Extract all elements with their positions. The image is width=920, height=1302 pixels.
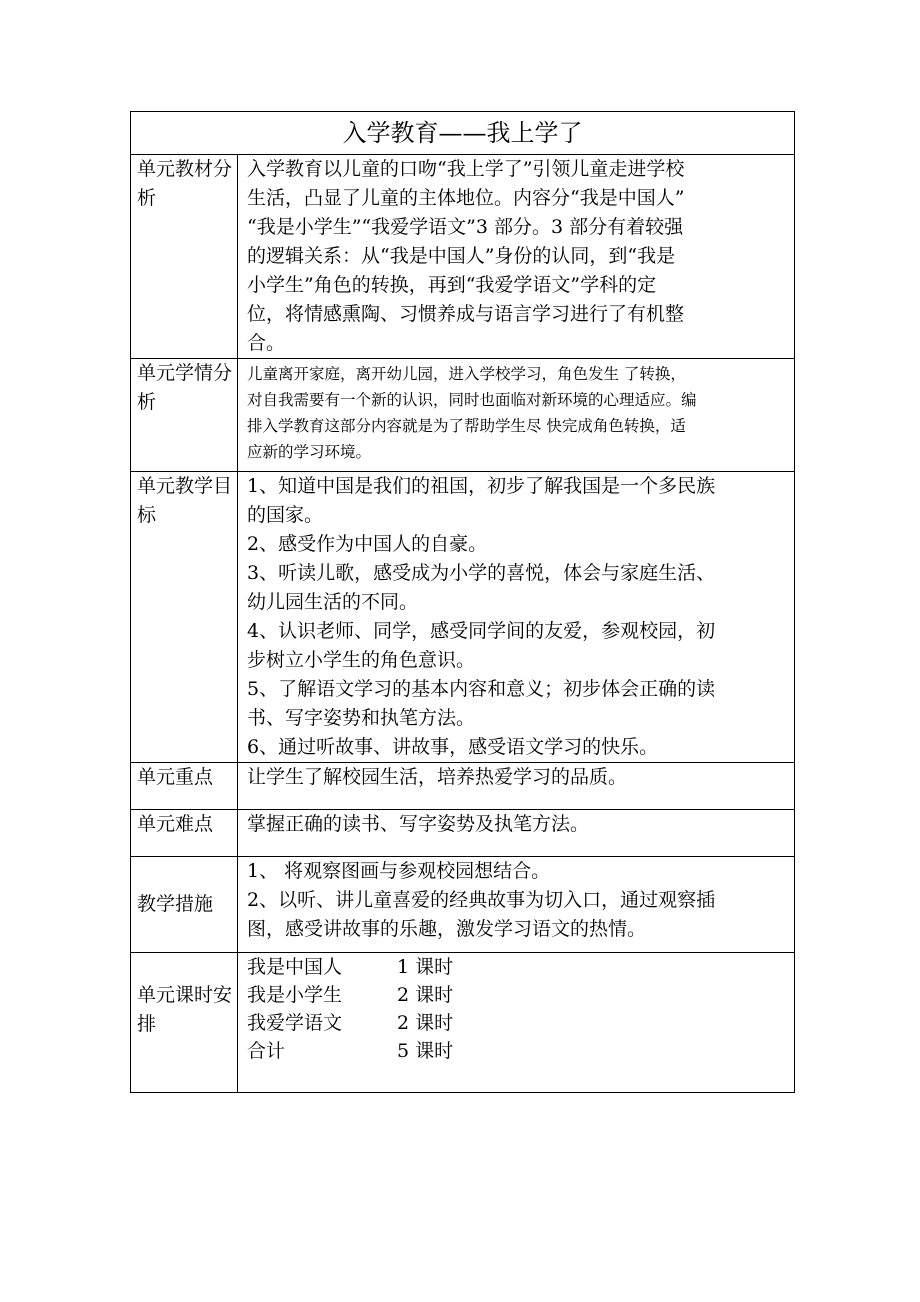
difficulties-row xyxy=(131,810,795,857)
student-analysis-row xyxy=(131,359,795,472)
schedule-item xyxy=(247,1037,790,1065)
text-line: 3、听读儿歌，感受成为小学的喜悦，体会与家庭生活、 xyxy=(247,562,716,584)
row-label xyxy=(131,953,238,1093)
schedule-label: 单元课时安排 xyxy=(137,984,233,1035)
goals-row xyxy=(131,472,795,763)
row-label: 单元学情分析 xyxy=(131,359,238,472)
text-line: 生活，凸显了儿童的主体地位。内容分“我是中国人” xyxy=(247,187,685,209)
text-line: 的逻辑关系：从“我是中国人”身份的认同，到“我是 xyxy=(247,245,676,267)
text-line: 5、了解语文学习的基本内容和意义；初步体会正确的读 xyxy=(247,678,716,700)
lesson-name: 合计 xyxy=(247,1040,286,1062)
key-points-content: 让学生了解校园生活，培养热爱学习的品质。 xyxy=(238,763,795,810)
text-line: 位，将情感熏陶、习惯养成与语言学习进行了有机整 xyxy=(247,303,685,325)
measures-row xyxy=(131,857,795,953)
text-line: 合。 xyxy=(247,332,286,354)
row-label: 教学措施 xyxy=(131,857,238,953)
goals-content xyxy=(238,472,795,763)
schedule-row xyxy=(131,953,795,1093)
lesson-plan-table xyxy=(130,111,795,1093)
text-line: 入学教育以儿童的口吻“我上学了”引领儿童走进学校 xyxy=(247,158,685,180)
text-line: 对自我需要有一个新的认识，同时也面临对新环境的心理适应。编 xyxy=(247,391,697,409)
text-line: 的国家。 xyxy=(247,504,324,526)
text-line: 1、知道中国是我们的祖国，初步了解我国是一个多民族 xyxy=(247,475,716,497)
lesson-hours: 5 课时 xyxy=(397,1040,454,1062)
key-points-row xyxy=(131,763,795,810)
text-line: 6、通过听故事、讲故事，感受语文学习的快乐。 xyxy=(247,736,659,758)
schedule-item xyxy=(247,981,790,1009)
text-line: 排入学教育这部分内容就是为了帮助学生尽 快完成角色转换，适 xyxy=(247,417,686,435)
text-line: 1、 将观察图画与参观校园想结合。 xyxy=(247,860,551,882)
lesson-hours: 2 课时 xyxy=(397,1012,454,1034)
text-line: 书、写字姿势和执笔方法。 xyxy=(247,707,476,729)
text-line: 应新的学习环境。 xyxy=(247,443,372,461)
measures-content xyxy=(238,857,795,953)
text-line: 步树立小学生的角色意识。 xyxy=(247,649,476,671)
student-analysis-content xyxy=(238,359,795,472)
lesson-name: 我是小学生 xyxy=(247,984,343,1006)
text-line: 4、认识老师、同学，感受同学间的友爱，参观校园，初 xyxy=(247,620,716,642)
text-line: 儿童离开家庭，离开幼儿园，进入学校学习，角色发生 了转换， xyxy=(247,365,686,383)
lesson-hours: 2 课时 xyxy=(397,984,454,1006)
text-line: “我是小学生”“我爱学语文”3 部分。3 部分有着较强 xyxy=(247,216,684,238)
row-label: 单元重点 xyxy=(131,763,238,810)
schedule-content xyxy=(238,953,795,1093)
row-label: 单元教学目标 xyxy=(131,472,238,763)
row-label: 单元难点 xyxy=(131,810,238,857)
text-line: 2、感受作为中国人的自豪。 xyxy=(247,533,488,555)
textbook-analysis-content xyxy=(238,155,795,359)
text-line: 2、以听、讲儿童喜爱的经典故事为切入口，通过观察插 xyxy=(247,889,716,911)
text-line: 图，感受讲故事的乐趣，激发学习语文的热情。 xyxy=(247,918,647,940)
difficulties-content: 掌握正确的读书、写字姿势及执笔方法。 xyxy=(238,810,795,857)
text-line: 幼儿园生活的不同。 xyxy=(247,591,419,613)
lesson-name: 我是中国人 xyxy=(247,956,343,978)
textbook-analysis-row xyxy=(131,155,795,359)
schedule-item xyxy=(247,953,790,981)
title-row xyxy=(131,112,795,155)
lesson-name: 我爱学语文 xyxy=(247,1012,343,1034)
schedule-item xyxy=(247,1009,790,1037)
table-title: 入学教育——我上学了 xyxy=(131,112,795,155)
row-label: 单元教材分析 xyxy=(131,155,238,359)
text-line: 小学生”角色的转换，再到“我爱学语文”学科的定 xyxy=(247,274,657,296)
lesson-hours: 1 课时 xyxy=(397,956,454,978)
